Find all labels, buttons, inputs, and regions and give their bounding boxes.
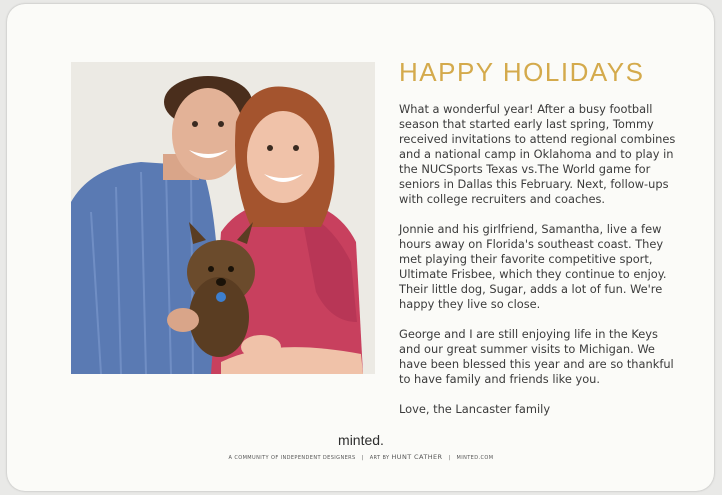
website: MINTED.COM — [456, 455, 494, 461]
paragraph-george: George and I are still enjoying life in the Keys and our great summer visits to Michigan. We have been blessed this year and are so thankful to have family and friends like you. — [399, 327, 674, 386]
holiday-card — [7, 4, 714, 491]
paragraph-jonnie: Jonnie and his girlfriend, Samantha, live a few hours away on Florida's southeast coast. They met playing their favorite competitive sport, Ultimate Frisbee, which they continue to enjoy. Their little dog, Sugar, adds a lot of fun. We're happy they live so close. — [399, 222, 667, 311]
family-photo — [71, 62, 375, 374]
signature: Love, the Lancaster family — [399, 402, 551, 416]
separator: | — [448, 455, 451, 461]
card-title: HAPPY HOLIDAYS — [399, 57, 645, 87]
tagline: A COMMUNITY OF INDEPENDENT DESIGNERS — [228, 455, 356, 461]
art-by-label: ART BY — [369, 455, 390, 461]
letter-body — [399, 102, 681, 417]
minted-logo: minted. — [338, 432, 384, 448]
paragraph-football: What a wonderful year! After a busy football season that started early last spring, Tommy received invitations to attend regional combines and a national camp in Oklahoma and to play in the NUCSports Texas vs.The World game for seniors in Dallas this February. Next, follow-ups with college recruiters and coaches. — [399, 102, 676, 206]
artist-name: HUNT CATHER — [391, 453, 443, 461]
separator: | — [361, 455, 364, 461]
footer-credits — [0, 453, 722, 461]
